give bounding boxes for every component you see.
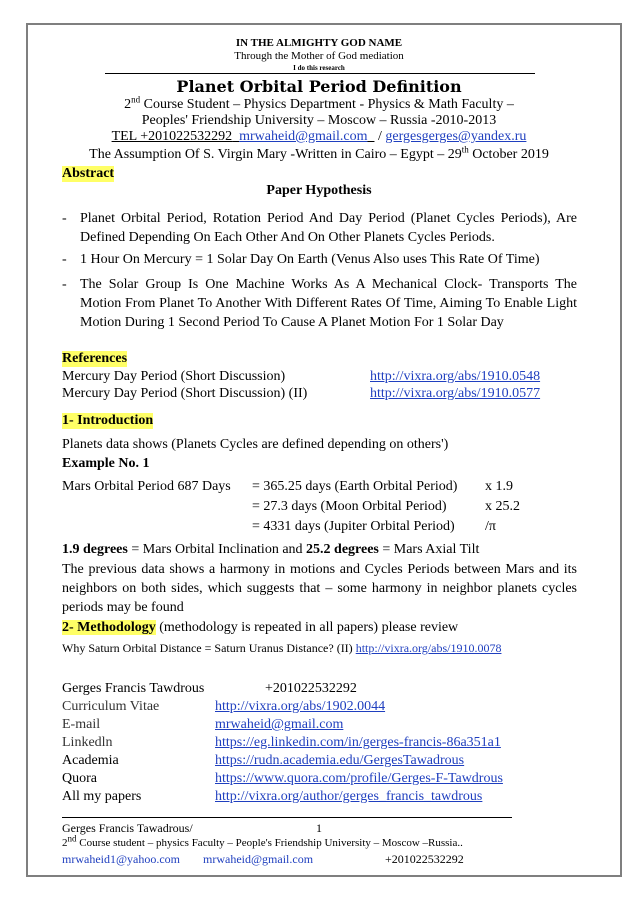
tilt-text-2: = Mars Axial Tilt [378, 542, 480, 557]
contact-label-academia: Academia [62, 753, 119, 768]
contact-phone: +201022532292 [265, 681, 357, 696]
references-heading: References [62, 351, 128, 366]
footer-name: Gerges Francis Tawadrous/ [62, 821, 193, 835]
hypothesis-heading: Paper Hypothesis [266, 183, 372, 198]
footer-phone: +201022532292 [385, 852, 464, 866]
footer-rule [62, 817, 512, 818]
author-line-1-sup: nd [131, 94, 141, 105]
methodology-why-line [62, 641, 501, 656]
contact-label-cv: Curriculum Vitae [62, 699, 160, 714]
assumption-b: October 2019 [468, 147, 549, 162]
methodology-why-link[interactable]: http://vixra.org/abs/1910.0078 [355, 641, 502, 655]
email-link-2[interactable]: gergesgerges@yandex.ru [385, 129, 527, 144]
contact-line [0, 129, 638, 145]
bullet-3: The Solar Group Is One Machine Works As A Mechanical Clock- Transports The Motion From Planet To Another With Different Rates Of Time, Aiming To Enable Light Motion During 1 Second Period To Cause A Planet Motion For 1 Solar Day [80, 277, 577, 330]
contact-label-email: E-mail [62, 717, 101, 732]
example-row-2-mid: = 27.3 days (Moon Orbital Period) [252, 499, 447, 514]
assumption-line [0, 144, 638, 163]
tilt-line [62, 542, 479, 558]
tel-text: TEL +201022532292 [111, 129, 233, 144]
bullet-mark-3: - [62, 277, 67, 292]
example-row-3-right: /π [485, 519, 496, 534]
contact-name: Gerges Francis Tawdrous [62, 681, 205, 696]
example-row-2-right: x 25.2 [485, 499, 520, 514]
example-row-1-left: Mars Orbital Period 687 Days [62, 479, 231, 494]
assumption-a: The Assumption Of S. Virgin Mary -Written in Cairo – Egypt – 29 [89, 147, 462, 162]
footer-email-2: mrwaheid@gmail.com [203, 852, 314, 866]
example-row-1-mid: = 365.25 days (Earth Orbital Period) [252, 479, 458, 494]
contact-link-linkedin[interactable]: https://eg.linkedin.com/in/gerges-francis-86a351a1 [215, 735, 501, 750]
example-row-1-right: x 1.9 [485, 479, 513, 494]
contact-sep: / [377, 129, 382, 144]
footer-page-number: 1 [316, 821, 322, 835]
contact-link-quora[interactable]: https://www.quora.com/profile/Gerges-F-Tawdrous [215, 771, 503, 786]
header-rule [105, 73, 535, 74]
contact-label-linkedin: Linkedln [62, 735, 113, 750]
tilt-bold-1: 1.9 degrees [62, 542, 128, 557]
tilt-text-1: = Mars Orbital Inclination and [127, 542, 307, 557]
footer-line-2-sup: nd [67, 833, 77, 844]
footer-line-2-b: Course student – physics Faculty – People's Friendship University – Moscow –Russia.. [76, 837, 463, 849]
email-link-1[interactable]: mrwaheid@gmail.com [239, 129, 368, 144]
example-row-3-mid: = 4331 days (Jupiter Orbital Period) [252, 519, 455, 534]
contact-link-academia[interactable]: https://rudn.academia.edu/GergesTawadrous [215, 753, 465, 768]
footer-line-2 [62, 833, 463, 849]
reference-label-1: Mercury Day Period (Short Discussion) [62, 369, 286, 384]
footer-email-1: mrwaheid1@yahoo.com [62, 852, 181, 866]
bullet-mark-1: - [62, 211, 67, 226]
contact-link-cv[interactable]: http://vixra.org/abs/1902.0044 [215, 699, 386, 714]
contact-label-papers: All my papers [62, 789, 142, 804]
page-title: Planet Orbital Period Definition [176, 77, 462, 96]
reference-link-2[interactable]: http://vixra.org/abs/1910.0577 [370, 386, 541, 401]
header-line-3: I do this research [293, 64, 345, 72]
introduction-heading: 1- Introduction [62, 413, 154, 428]
example-heading: Example No. 1 [62, 456, 150, 471]
methodology-heading: 2- Methodology [62, 620, 156, 635]
author-line-2: Peoples' Friendship University – Moscow – Russia -2010-2013 [141, 113, 497, 128]
tilt-bold-2: 25.2 degrees [306, 542, 379, 557]
header-line-2: Through the Mother of God mediation [234, 50, 404, 62]
contact-link-papers[interactable]: http://vixra.org/author/gerges_francis_tawdrous [215, 789, 483, 804]
contact-label-quora: Quora [62, 771, 97, 786]
footer-line-2-a: 2 [62, 837, 68, 849]
contact-link-email[interactable]: mrwaheid@gmail.com [215, 717, 344, 732]
reference-link-1[interactable]: http://vixra.org/abs/1910.0548 [370, 369, 541, 384]
bullet-mark-2: - [62, 252, 67, 267]
author-line-1-b: Course Student – Physics Department - Physics & Math Faculty – [140, 97, 514, 112]
methodology-note: (methodology is repeated in all papers) please review [155, 620, 459, 635]
methodology-line [62, 620, 458, 636]
author-line-1 [0, 94, 638, 113]
intro-line-1: Planets data shows (Planets Cycles are defined depending on others') [62, 437, 449, 452]
bullet-1: Planet Orbital Period, Rotation Period And Day Period (Planet Cycles Periods), Are Defined Depending On Each Other And On Other Planets Cycles Periods. [80, 211, 577, 245]
bullet-2: 1 Hour On Mercury = 1 Solar Day On Earth (Venus Also uses This Rate Of Time) [80, 252, 540, 267]
methodology-why: Why Saturn Orbital Distance = Saturn Uranus Distance? (II) [62, 641, 356, 655]
reference-label-2: Mercury Day Period (Short Discussion) (II) [62, 386, 308, 401]
assumption-sup: th [461, 144, 469, 155]
author-line-1-a: 2 [124, 97, 132, 112]
header-line-1: IN THE ALMIGHTY GOD NAME [235, 37, 403, 49]
intro-paragraph: The previous data shows a harmony in motions and Cycles Periods between Mars and its neighbors on both sides, which suggests that – some harmony in neighbor planets cycles periods may be found [62, 562, 577, 615]
abstract-heading: Abstract [62, 166, 115, 181]
